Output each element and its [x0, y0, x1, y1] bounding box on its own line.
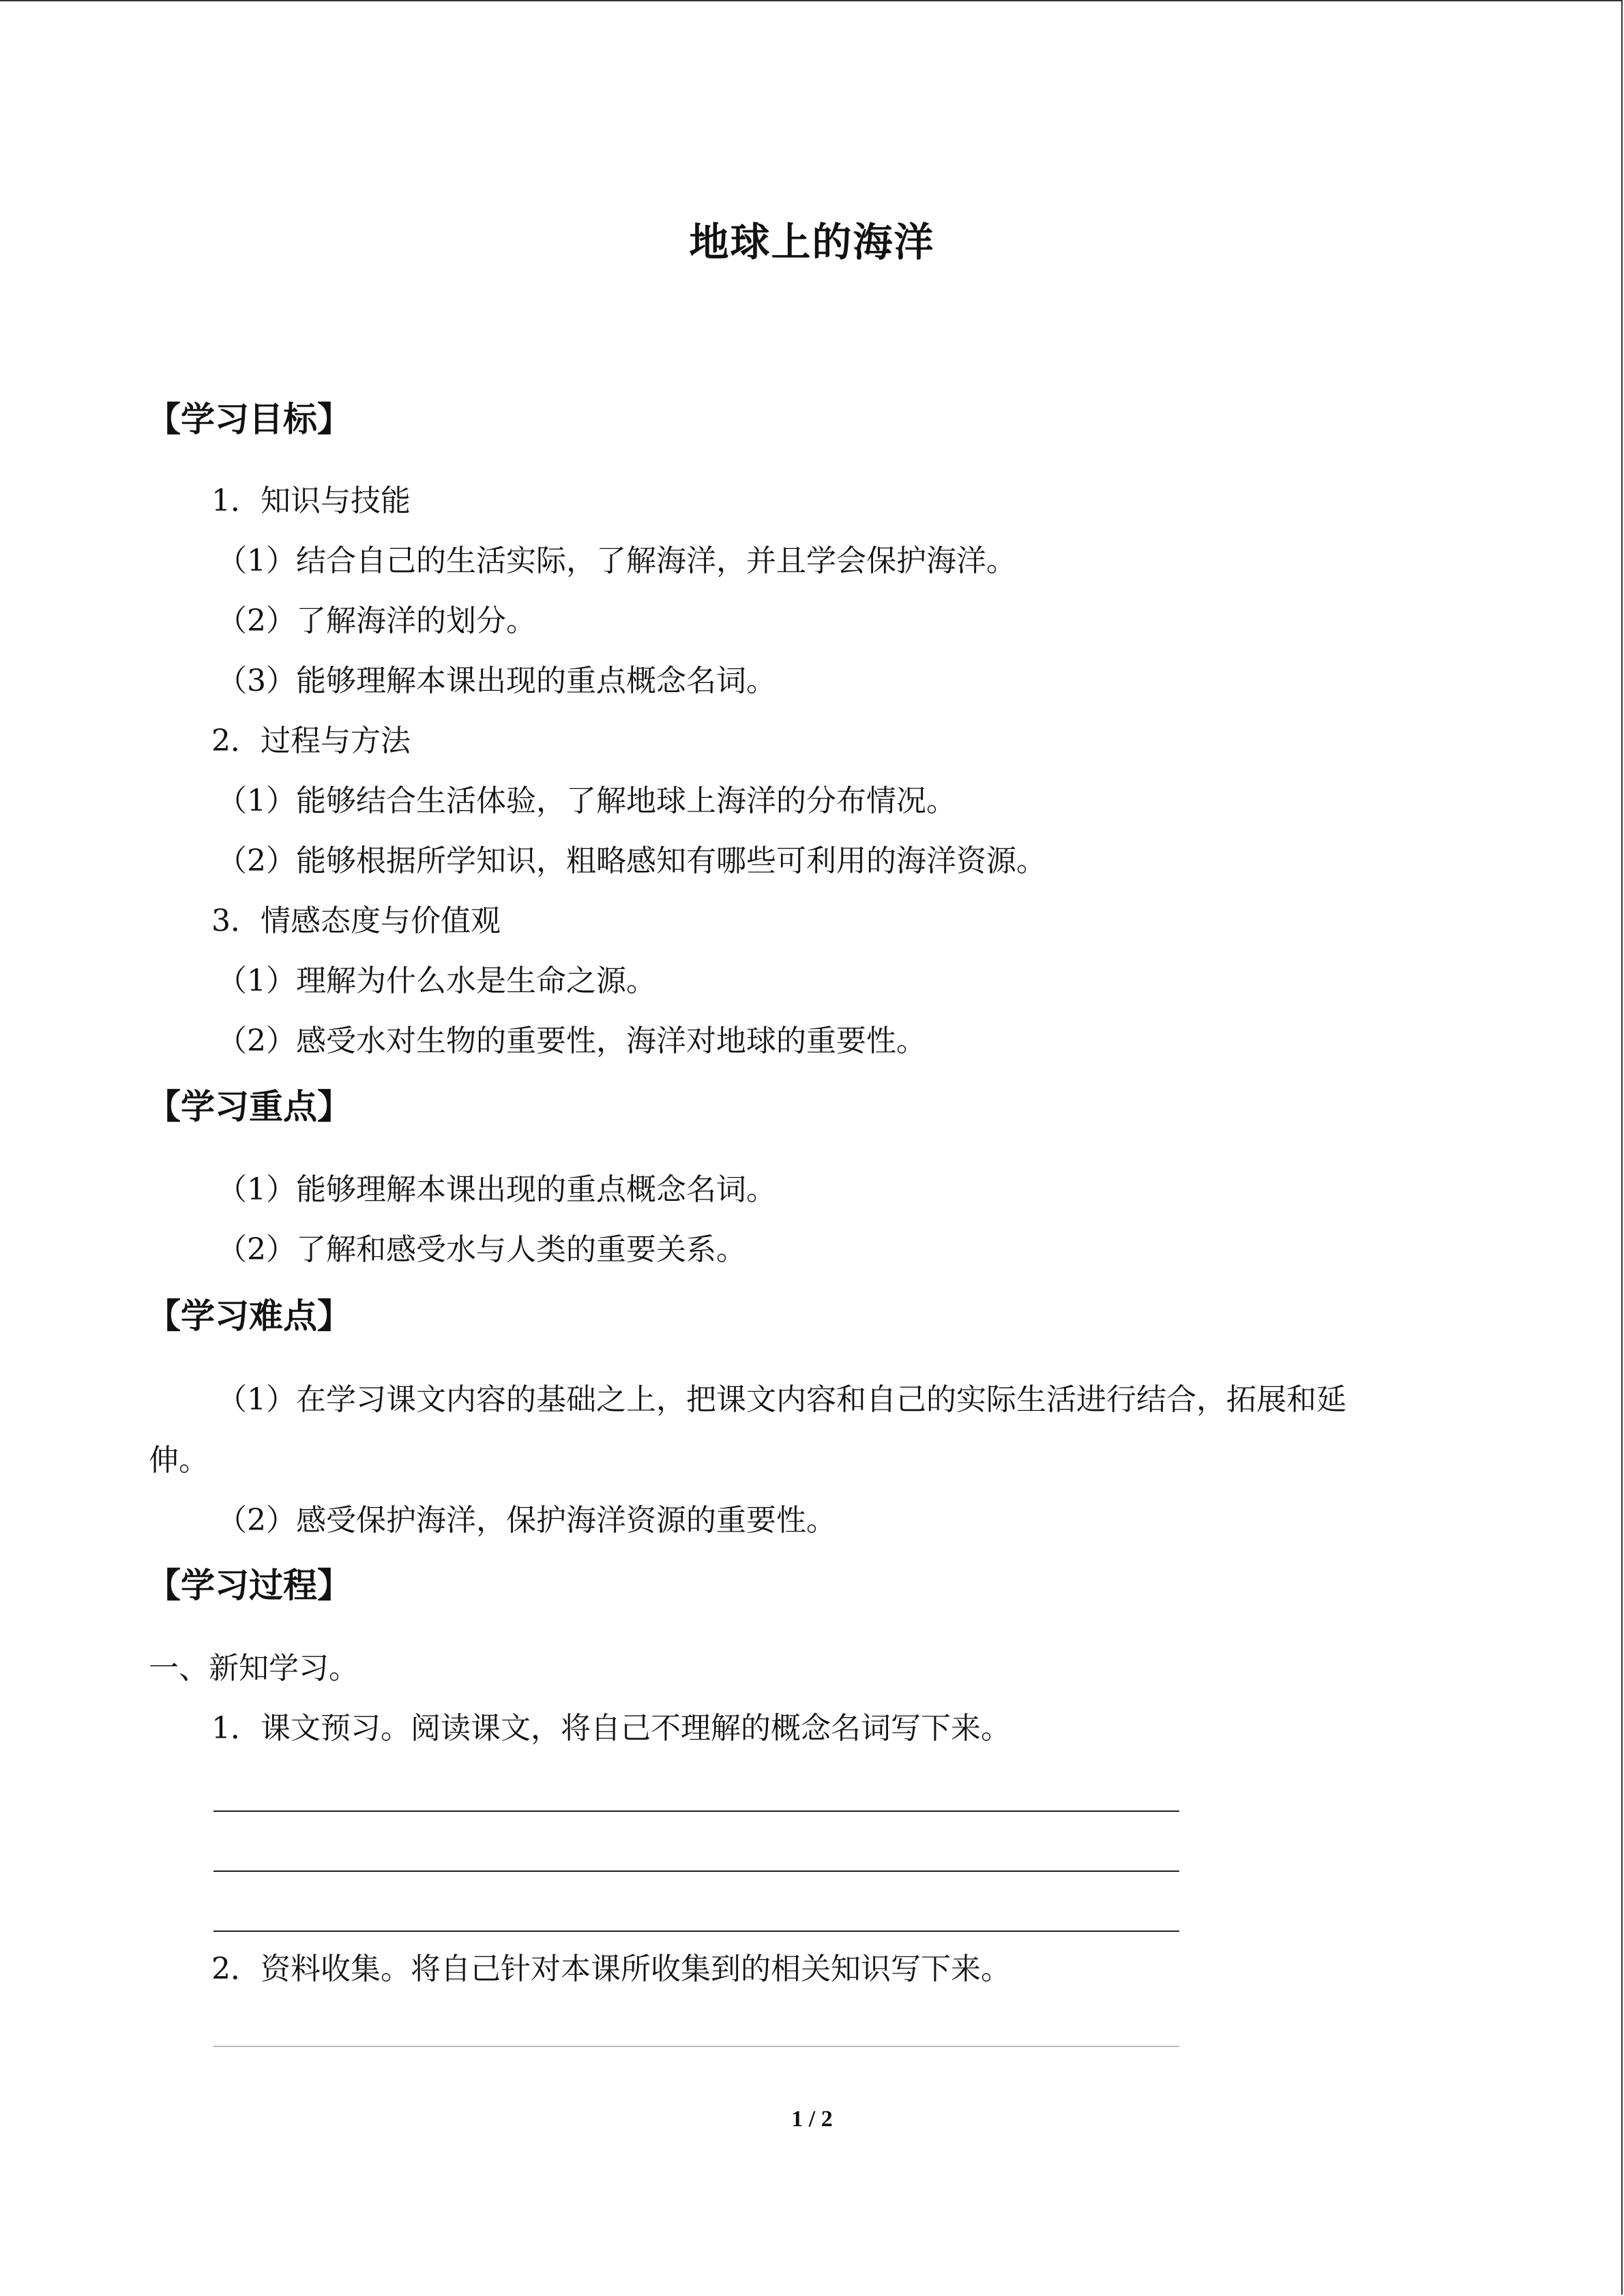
difficulty-line-continued: 伸。 — [149, 1443, 209, 1478]
section-heading-process: 【学习过程】 — [147, 1566, 351, 1605]
difficulty-line: （2）感受保护海洋，保护海洋资源的重要性。 — [217, 1503, 836, 1538]
objective-line: （2）感受水对生物的重要性，海洋对地球的重要性。 — [217, 1024, 926, 1058]
objective-line: 3．情感态度与价值观 — [211, 904, 501, 938]
section-heading-objectives: 【学习目标】 — [147, 400, 351, 439]
process-part-title: 一、新知学习。 — [149, 1651, 359, 1686]
objective-line: （1）理解为什么水是生命之源。 — [217, 964, 656, 998]
objective-line: 2．过程与方法 — [211, 724, 411, 758]
page-title: 地球上的海洋 — [689, 219, 935, 265]
process-task-2: 2．资料收集。将自己针对本课所收集到的相关知识写下来。 — [211, 1952, 1011, 1986]
difficulty-line: （1）在学习课文内容的基础之上，把课文内容和自己的实际生活进行结合，拓展和延 — [217, 1382, 1346, 1417]
objective-line: （2）了解海洋的划分。 — [217, 603, 536, 638]
answer-blank-line[interactable] — [213, 1870, 1179, 1872]
page-number: 1 / 2 — [791, 2106, 833, 2132]
answer-blank-line[interactable] — [213, 1810, 1179, 1812]
objective-line: （3）能够理解本课出现的重点概念名词。 — [217, 664, 776, 698]
section-heading-difficulties: 【学习难点】 — [147, 1296, 351, 1336]
objective-line: （1）能够结合生活体验，了解地球上海洋的分布情况。 — [217, 784, 956, 818]
key-point-line: （2）了解和感受水与人类的重要关系。 — [217, 1232, 746, 1267]
objective-line: 1．知识与技能 — [211, 483, 411, 518]
answer-blank-line[interactable] — [213, 1930, 1179, 1932]
objective-line: （1）结合自己的生活实际，了解海洋，并且学会保护海洋。 — [217, 543, 1016, 578]
key-point-line: （1）能够理解本课出现的重点概念名词。 — [217, 1172, 776, 1207]
process-task-1: 1．课文预习。阅读课文，将自己不理解的概念名词写下来。 — [211, 1711, 1011, 1746]
section-heading-key-points: 【学习重点】 — [147, 1087, 351, 1127]
objective-line: （2）能够根据所学知识，粗略感知有哪些可利用的海洋资源。 — [217, 844, 1046, 878]
answer-blank-line[interactable] — [213, 2046, 1179, 2047]
